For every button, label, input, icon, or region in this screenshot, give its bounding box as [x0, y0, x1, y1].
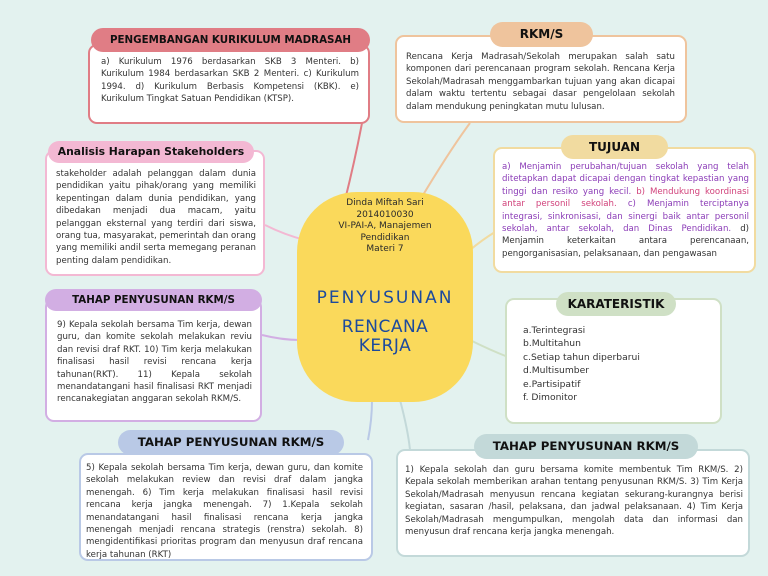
- karateristik-item: b.Multitahun: [523, 338, 581, 350]
- author-class: VI-PAI-A, Manajemen: [338, 221, 432, 231]
- central-title-rest: [297, 318, 473, 356]
- central-topic[interactable]: [297, 192, 473, 402]
- tujuan-part-c: c) Menjamin terciptanya integrasi, sinkronisasi, dan sinergi baik antar personil sekolah, antar sekolah, dan Dinas Pendidikan.: [502, 199, 750, 235]
- rkms-box[interactable]: [395, 35, 687, 123]
- tahap-left-box[interactable]: [45, 298, 262, 422]
- author-name: Dinda Miftah Sari: [346, 198, 424, 208]
- connector-rkms: [420, 123, 470, 200]
- connector-karateristik: [470, 340, 508, 357]
- karateristik-item: d.Multisumber: [523, 365, 590, 377]
- karateristik-item: a.Terintegrasi: [523, 325, 586, 336]
- karateristik-item: c.Setiap tahun diperbarui: [523, 351, 640, 363]
- author-id: 2014010030: [356, 209, 414, 220]
- tahap-bottom-right-box[interactable]: [396, 449, 750, 557]
- connector-tujuan: [470, 232, 495, 250]
- tahap-bottom-right-text: 1) Kepala sekolah dan guru bersama komite membentuk Tim RKM/S. 2) Kepala sekolah memberikan arahan tentang penyusunan RKM/S. 3) Tim Kerja Sekolah/Madrasah menyusun rencana kegiatan sekurang-kurangnya berisi kegiatan, sasaran /hasil, pelaksana, dan jadwal pelaksanaan. 4) Tim Kerja Sekolah/Madrasah mengumpulkan, mengolah data dan informasi dan menyusun draf rencana kerja jangka menengah.: [405, 465, 743, 538]
- tahap-bottom-left-label[interactable]: TAHAP PENYUSUNAN RKM/S: [118, 430, 344, 455]
- stakeholders-text: stakeholder adalah pelanggan dalam dunia pendidikan yaitu pihak/orang yang memiliki kepentingan dalam dunia pendidikan, yang dibedakan menjadi dua macam, yaitu pelanggan eksternal yang terdiri dari siswa, orang tua, masyarakat, pemerintah dan orang yang memiliki andil serta memegang peranan penting dalam pendidikan.: [56, 169, 256, 266]
- tahap-left-label[interactable]: TAHAP PENYUSUNAN RKM/S: [45, 289, 262, 311]
- karateristik-item: e.Partisipatif: [523, 378, 581, 390]
- karateristik-box[interactable]: [505, 298, 722, 424]
- tujuan-label[interactable]: TUJUAN: [561, 135, 668, 159]
- tujuan-box[interactable]: [493, 147, 756, 273]
- author-info: [297, 198, 473, 256]
- rkms-label[interactable]: RKM/S: [490, 22, 593, 47]
- karateristik-label[interactable]: KARATERISTIK: [556, 292, 676, 316]
- author-material: Materi 7: [366, 244, 404, 254]
- central-title-line2: RENCANA: [341, 317, 429, 337]
- kurikulum-box[interactable]: [88, 44, 370, 124]
- stakeholders-box[interactable]: [45, 150, 265, 276]
- tujuan-part-d: d) Menjamin keterkaitan antara perencanaan, pengorganisasian, pelaksanaan, dan pengawasan: [502, 224, 749, 259]
- karateristik-list: [523, 324, 710, 404]
- kurikulum-text: a) Kurikulum 1976 berdasarkan SKB 3 Menteri. b) Kurikulum 1984 berdasarkan SKB 2 Menteri. c) Kurikulum 1994. d) Kurikulum Berbasis Kompetensi (KBK). e) Kurikulum Tingkat Satuan Pendidikan (KTSP).: [101, 57, 359, 105]
- tahap-bottom-left-box[interactable]: [79, 453, 373, 561]
- author-subject: Pendidikan: [360, 232, 410, 243]
- kurikulum-label[interactable]: PENGEMBANGAN KURIKULUM MADRASAH: [91, 28, 370, 52]
- stakeholders-label[interactable]: Analisis Harapan Stakeholders: [48, 141, 254, 163]
- connector-kurikulum: [345, 123, 362, 200]
- connector-tahap-bottom-right: [400, 400, 410, 450]
- central-title-line1: PENYUSUNAN: [316, 288, 454, 308]
- tujuan-text: [502, 161, 749, 260]
- rkms-text: Rencana Kerja Madrasah/Sekolah merupakan salah satu komponen dari perencanaan program sekolah. Rencana Kerja Sekolah/Madrasah menggambarkan tujuan yang akan dicapai dalam waktu tertentu sebagai dasar pengelolaan sekolah dalam mendukung peningkatan mutu lulusan.: [406, 52, 675, 112]
- tahap-bottom-left-text: 5) Kepala sekolah bersama Tim kerja, dewan guru, dan komite sekolah melakukan review dan revisi draf dalam jangka menengah. 6) Tim kerja melakukan finalisasi hasil revisi rencana kerja jangka menengah. 7) 1.Kepala sekolah menandatangani hasil finalisasi rencana kerja jangka menengah menjadi rencana strategis (renstra) sekolah. 8) mengidentifikasi prioritas program dan menyusun draf rencana kerja tahunan (RKT): [86, 463, 363, 560]
- tujuan-part-a: a) Menjamin perubahan/tujuan sekolah yang telah ditetapkan dapat dicapai dengan tingkat kepastian yang tinggi dan resiko yang kecil.: [502, 162, 749, 197]
- connector-tahap-bottom-left: [368, 400, 372, 440]
- tujuan-part-b: b) Mendukung koordinasi antar personil sekolah.: [502, 186, 749, 210]
- connector-tahap-left: [262, 335, 300, 340]
- tahap-bottom-right-label[interactable]: TAHAP PENYUSUNAN RKM/S: [474, 434, 698, 459]
- central-title-line3: KERJA: [358, 336, 412, 356]
- tahap-left-text: 9) Kepala sekolah bersama Tim kerja, dewan guru, dan komite sekolah melakukan reviu dan revisi draf RKT. 10) Tim kerja melakukan finalisasi hasil revisi rencana kerja tahunan(RKT). 11) Kepala sekolah menandatangani hasil finalisasi RKT menjadi rencanakegiatan anggaran sekolah RKM/S.: [57, 320, 252, 405]
- karateristik-item: f. Dimonitor: [523, 392, 577, 404]
